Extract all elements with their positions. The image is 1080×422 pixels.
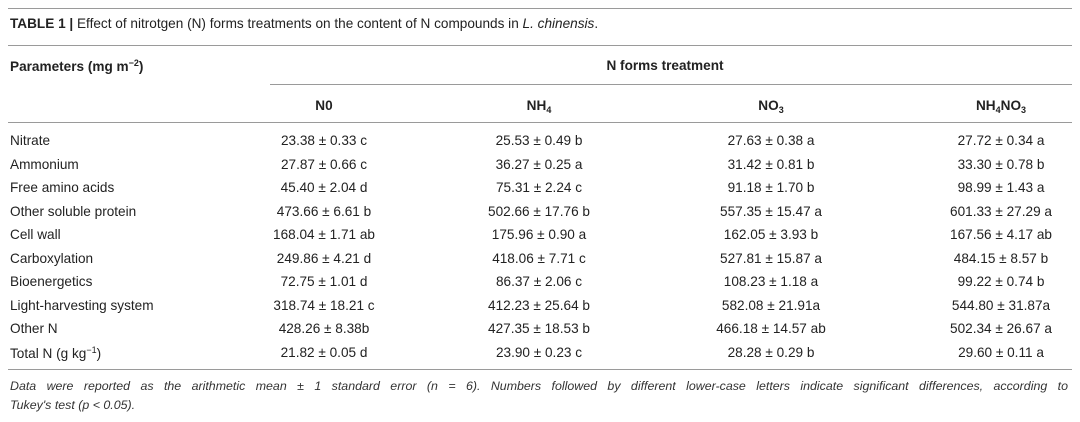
column-header-nh4-sub: 4 [546,105,552,115]
column-header-nh4 [527,98,552,115]
cell-n0: 27.87 ± 0.66 c [280,156,368,172]
row-label-text: Cell wall [10,227,61,242]
table-row [0,342,1080,366]
cell-nh4: 427.35 ± 18.53 b [488,321,590,336]
cell-n0: 23.38 ± 0.33 c [280,133,368,148]
cell-no3: 28.28 ± 0.29 b [727,344,815,360]
cell-no3: 557.35 ± 15.47 a [720,203,822,219]
group-rule [270,84,1072,85]
column-header-nh4no3-sub2: 3 [1021,105,1027,115]
row-label [10,251,93,266]
cell-nh4: 36.27 ± 0.25 a [495,156,583,172]
column-header-n0 [315,98,332,113]
column-header-nh4no3 [976,98,1026,115]
table-row [0,224,1080,248]
row-label-text: Free amino acids [10,180,115,195]
cell-nh4no3: 27.72 ± 0.34 a [957,133,1045,148]
bottom-rule [8,369,1072,370]
cell-nh4: 412.23 ± 25.64 b [488,297,590,313]
row-label-close: ) [96,345,102,361]
cell-no3: 162.05 ± 3.93 b [723,227,819,242]
row-label-text: Ammonium [10,156,79,172]
table-row [0,318,1080,342]
cell-no3: 527.81 ± 15.87 a [720,250,822,266]
cell-nh4no3: 502.34 ± 26.67 a [950,321,1052,336]
cell-nh4no3: 484.15 ± 8.57 b [953,250,1049,266]
cell-nh4: 502.66 ± 17.76 b [488,203,590,219]
footnote-line-1: Data were reported as the arithmetic mean ± 1 standard error (n = 6). Numbers followed by different lower-case letters indicate significant differences, according to [10,379,1068,393]
table-row [0,248,1080,272]
cell-n0: 249.86 ± 4.21 d [276,250,372,266]
cell-nh4: 23.90 ± 0.23 c [495,344,583,360]
column-header-nh4-text: NH [526,98,547,113]
cell-n0: 21.82 ± 0.05 d [280,344,368,360]
cell-nh4no3: 33.30 ± 0.78 b [957,156,1045,172]
row-label-text: Light-harvesting system [10,297,154,313]
cell-n0: 45.40 ± 2.04 d [280,180,368,195]
table-row [0,154,1080,178]
group-header: N forms treatment [606,58,724,73]
row-label-text: Total N (g kg [10,345,87,361]
row-label [10,274,92,289]
row-label-exp: −1 [86,344,97,355]
column-header-no3 [758,98,783,115]
table-row [0,295,1080,319]
row-label [10,345,101,361]
row-label [10,133,50,148]
row-label [10,204,136,219]
cell-nh4: 75.31 ± 2.24 c [495,180,583,195]
cell-no3: 91.18 ± 1.70 b [727,180,815,195]
parameters-header-close: ) [138,59,144,74]
row-label [10,298,154,313]
table-row [0,177,1080,201]
table-row [0,201,1080,225]
cell-nh4no3: 99.22 ± 0.74 b [957,274,1045,289]
row-label [10,180,114,195]
cell-n0: 72.75 ± 1.01 d [280,274,368,289]
cell-nh4: 25.53 ± 0.49 b [495,133,583,148]
cell-nh4no3: 601.33 ± 27.29 a [950,203,1052,219]
row-label [10,227,61,242]
column-header-nh4no3-tail: NO [1000,98,1022,113]
table-footnote [10,377,1068,415]
header-rule [8,122,1072,123]
cell-no3: 108.23 ± 1.18 a [723,274,819,289]
cell-nh4: 86.37 ± 2.06 c [495,274,583,289]
row-label-text: Nitrate [10,133,51,148]
cell-nh4no3: 29.60 ± 0.11 a [958,344,1044,360]
column-header-no3-sub: 3 [778,105,784,115]
cell-n0: 428.26 ± 8.38b [278,321,370,336]
column-header-n0-text: N0 [315,98,333,113]
caption-label: TABLE 1 | [10,16,74,31]
column-header-nh4no3-sub1: 4 [995,105,1001,115]
parameters-header [10,58,143,74]
caption-rule [8,45,1072,46]
cell-n0: 473.66 ± 6.61 b [276,203,372,219]
row-label-text: Carboxylation [10,250,94,266]
caption-end: . [594,16,599,31]
row-label-text: Bioenergetics [10,274,93,289]
cell-nh4no3: 544.80 ± 31.87a [951,297,1051,313]
column-header-nh4no3-text: NH [975,98,996,113]
cell-no3: 31.42 ± 0.81 b [727,156,815,172]
caption-text: Effect of nitrotgen (N) forms treatments on the content of N compounds in [73,16,523,31]
row-label-text: Other soluble protein [10,203,137,219]
caption-species: L. chinensis [522,16,595,31]
table-caption [10,16,598,31]
cell-no3: 582.08 ± 21.91a [721,297,821,313]
parameters-header-exp: −2 [128,58,139,68]
footnote-line-2: Tukey's test (p < 0.05). [10,398,136,412]
cell-nh4no3: 98.99 ± 1.43 a [957,180,1045,195]
cell-n0: 318.74 ± 18.21 c [273,297,375,313]
row-label [10,157,79,172]
cell-nh4: 175.96 ± 0.90 a [491,227,587,242]
top-rule [8,8,1072,9]
row-label-text: Other N [10,321,58,336]
cell-n0: 168.04 ± 1.71 ab [273,227,375,242]
parameters-header-text: Parameters (mg m [10,59,129,74]
cell-no3: 466.18 ± 14.57 ab [716,321,826,336]
column-header-no3-text: NO [758,98,779,113]
table-row [0,271,1080,295]
table-row [0,130,1080,154]
row-label [10,321,58,336]
cell-nh4no3: 167.56 ± 4.17 ab [950,227,1052,242]
cell-nh4: 418.06 ± 7.71 c [492,250,586,266]
cell-no3: 27.63 ± 0.38 a [727,133,815,148]
